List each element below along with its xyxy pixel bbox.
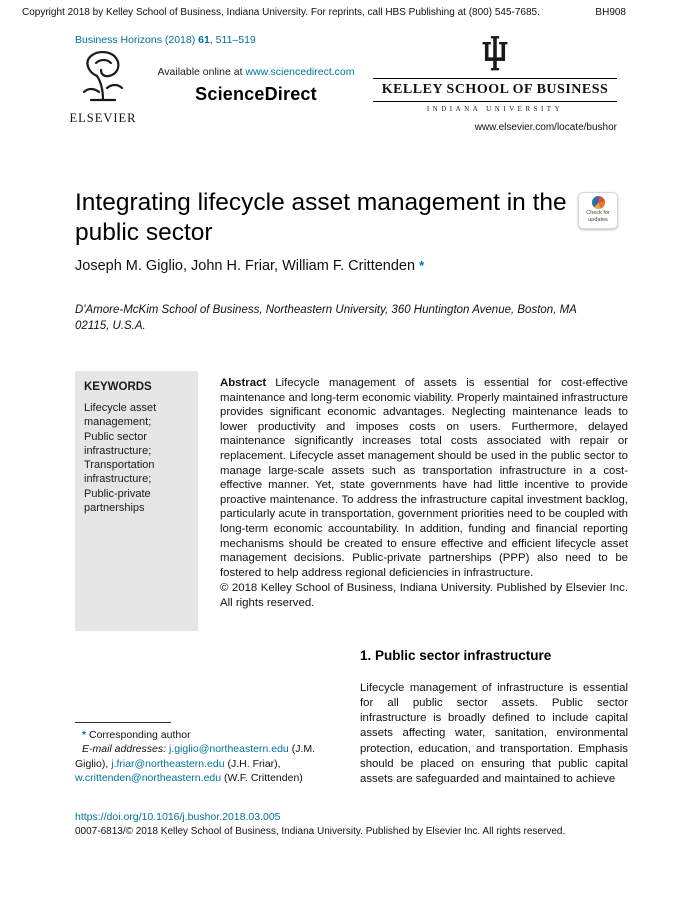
author-names: Joseph M. Giglio, John H. Friar, William F. Crittenden (75, 258, 416, 274)
corresponding-author-note (75, 728, 349, 742)
footnote-emails (75, 742, 349, 785)
article-title: Integrating lifecycle asset management in the public sector (75, 189, 567, 247)
keyword-item: Lifecycle asset management; (84, 401, 157, 429)
iu-trident-icon (482, 36, 508, 74)
author-list (75, 258, 424, 274)
abstract-label: Abstract (220, 377, 267, 389)
citation-volume: 61 (198, 34, 210, 46)
email-owner-friar: (J.H. Friar), (224, 757, 281, 770)
email-link-crittenden[interactable]: w.crittenden@northeastern.edu (75, 772, 222, 785)
elsevier-logo[interactable] (68, 48, 138, 126)
email-link-giglio[interactable]: j.giglio@northeastern.edu (168, 743, 289, 756)
keyword-item: Public sector infrastructure; (84, 430, 152, 457)
keywords-heading: KEYWORDS (84, 381, 152, 393)
sciencedirect-url-link[interactable]: www.sciencedirect.com (245, 66, 355, 78)
journal-homepage-link[interactable]: www.elsevier.com/locate/bushor (474, 122, 617, 133)
available-online-text: Available online at (157, 66, 246, 78)
sciencedirect-logo[interactable]: ScienceDirect (195, 84, 317, 104)
crossmark-icon (592, 196, 605, 209)
email-owner-giglio: (J.M. Giglio), (75, 743, 316, 770)
email-link-friar[interactable]: j.friar@northeastern.edu (111, 757, 225, 770)
page-top-meta-row (22, 7, 626, 18)
keyword-item: Public-private partnerships (84, 487, 151, 515)
crossmark-label-line2: updates (588, 216, 608, 223)
keywords-panel (75, 371, 198, 631)
footnote-mark: * (82, 729, 87, 741)
email-owner-crittenden: (W.F. Crittenden) (221, 772, 303, 785)
crossmark-label-line1: Check for (586, 210, 610, 216)
section-1-body: Lifecycle management of infrastructure is essential for all public sector assets. Public sector infrastructure is broadly defined to include capital assets affecting water, sanitation, environmental protection, education, and transportation. Emphasis should be placed on ensuring that public capital assets are safeguarded and maintained to achieve (360, 682, 628, 785)
check-for-updates-badge[interactable] (578, 192, 618, 229)
section-1-heading: 1. Public sector infrastructure (360, 648, 552, 663)
document-code: BH908 (595, 7, 626, 18)
kelley-school-block (373, 36, 617, 133)
doi-link[interactable]: https://doi.org/10.1016/j.bushor.2018.03.005 (75, 811, 281, 823)
author-affiliation: D'Amore-McKim School of Business, Northeastern University, 360 Huntington Avenue, Boston, MA 02115, U.S.A. (75, 304, 577, 332)
keyword-item: Transportation infrastructure; (84, 459, 155, 486)
corresponding-author-text: Corresponding author (86, 729, 191, 741)
copyright-notice: Copyright 2018 by Kelley School of Business, Indiana University. For reprints, call HBS Publishing at (800) 545-7685. (22, 7, 540, 18)
abstract-block (220, 376, 628, 611)
email-addresses-label: E-mail addresses: (82, 743, 169, 756)
indiana-university-label: INDIANA UNIVERSITY (426, 105, 564, 113)
crossmark-label (579, 210, 617, 223)
issn-rights-line: 0007-6813/© 2018 Kelley School of Business, Indiana University. Published by Elsevier Inc. All rights reserved. (75, 826, 566, 837)
abstract-rights-line: © 2018 Kelley School of Business, Indiana University. Published by Elsevier Inc. All rights reserved. (220, 582, 628, 609)
abstract-paragraph (220, 376, 628, 580)
footnote-divider (75, 722, 171, 723)
elsevier-tree-icon (74, 48, 132, 104)
sciencedirect-block (148, 66, 364, 105)
journal-citation[interactable] (75, 34, 256, 46)
elsevier-wordmark: ELSEVIER (69, 111, 137, 125)
kelley-wordmark: KELLEY SCHOOL OF BUSINESS (373, 78, 617, 102)
footnote-block (75, 722, 349, 786)
corresponding-author-mark[interactable]: * (419, 258, 425, 273)
abstract-text: Lifecycle management of assets is essential for cost-effective maintenance and long-term economic viability. Properly maintained infrastructure provides significant economic advantages. Neglecting maintenance leads to lower productivity and imposes costs on users. Furthermore, delayed maintenance significantly increases total costs associated with repair or replacement. Lifecycle asset management should be used in the public sector to manage large-scale assets such as transportation infrastructure in a cost-effective manner. Yet, state governments have had little incentive to provide proactive maintenance. To address the infrastructure capital investment backlog, particularly acute in transportation, government priorities need to be coupled with long-term economic accountability. In addition, funding and financial reporting mechanisms should be created to ensure effective and efficient lifecycle asset management decisions. Public-private partnerships (PPP) also need to be fostered to help address regional deficiencies in infrastructure. (220, 377, 628, 579)
available-online-line (148, 66, 364, 78)
citation-pages: , 511–519 (209, 34, 256, 46)
citation-journal: Business Horizons (2018) (75, 34, 199, 46)
